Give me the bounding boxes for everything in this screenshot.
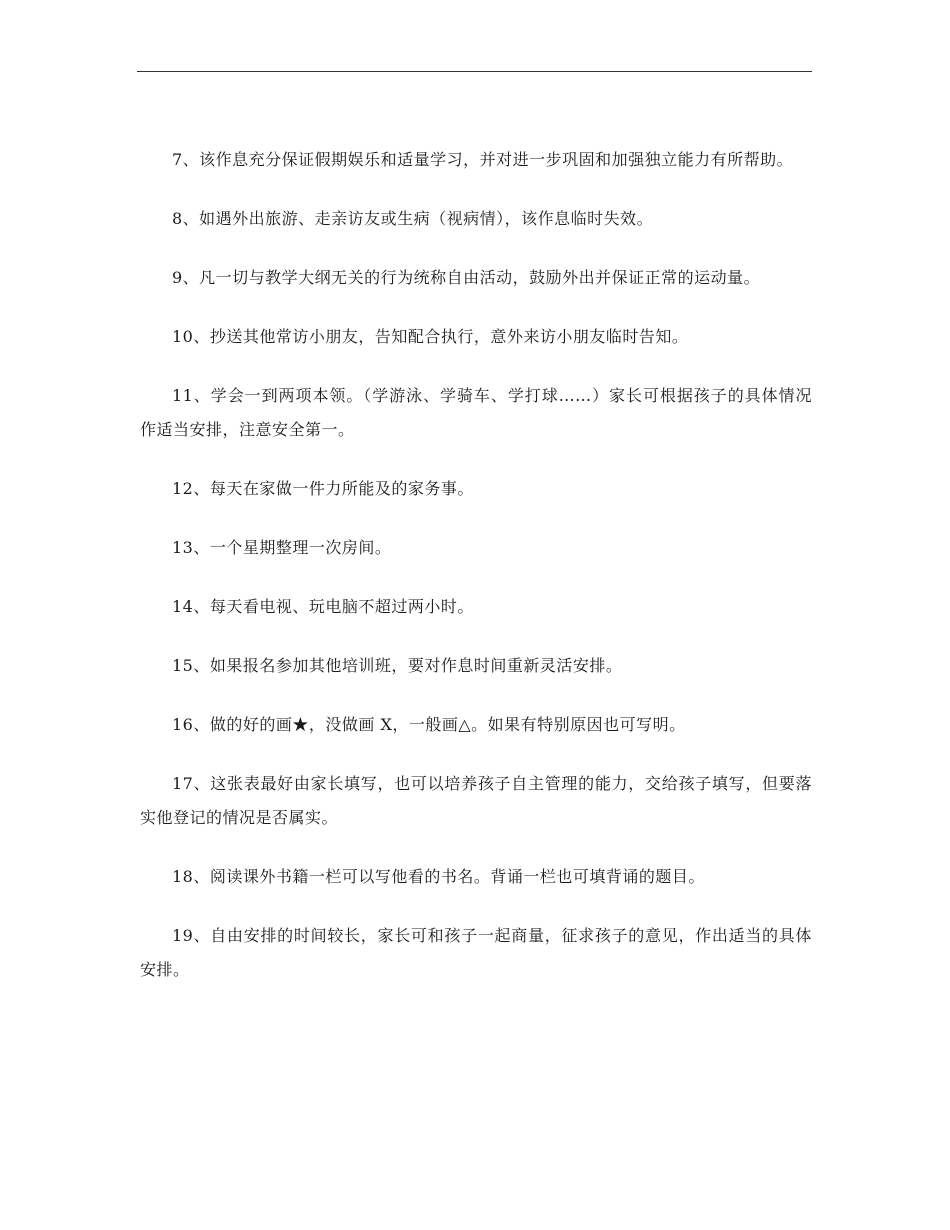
- paragraph-item-19: 19、自由安排的时间较长，家长可和孩子一起商量，征求孩子的意见，作出适当的具体安排。: [140, 926, 812, 979]
- document-body: [140, 143, 812, 987]
- paragraph-item-12: 12、每天在家做一件力所能及的家务事。: [172, 479, 474, 498]
- paragraph-item-16: 16、做的好的画★，没做画 X，一般画△。如果有特别原因也可写明。: [172, 715, 686, 734]
- header-rule: [137, 71, 812, 72]
- paragraph-item-17: 17、这张表最好由家长填写，也可以培养孩子自主管理的能力，交给孩子填写，但要落实他登记的情况是否属实。: [140, 774, 812, 827]
- paragraph-item-9: 9、凡一切与教学大纲无关的行为统称自由活动，鼓励外出并保证正常的运动量。: [172, 268, 761, 287]
- paragraph-item-18: 18、阅读课外书籍一栏可以写他看的书名。背诵一栏也可填背诵的题目。: [172, 867, 705, 886]
- paragraph-item-10: 10、抄送其他常访小朋友，告知配合执行，意外来访小朋友临时告知。: [172, 327, 689, 346]
- paragraph-item-8: 8、如遇外出旅游、走亲访友或生病（视病情），该作息临时失效。: [172, 209, 654, 228]
- paragraph-item-13: 13、一个星期整理一次房间。: [172, 538, 392, 557]
- paragraph-item-15: 15、如果报名参加其他培训班，要对作息时间重新灵活安排。: [172, 656, 623, 675]
- paragraph-item-14: 14、每天看电视、玩电脑不超过两小时。: [172, 597, 474, 616]
- paragraph-item-7: 7、该作息充分保证假期娱乐和适量学习，并对进一步巩固和加强独立能力有所帮助。: [172, 150, 794, 169]
- paragraph-item-11: 11、学会一到两项本领。（学游泳、学骑车、学打球……）家长可根据孩子的具体情况作适当安排，注意安全第一。: [140, 386, 812, 439]
